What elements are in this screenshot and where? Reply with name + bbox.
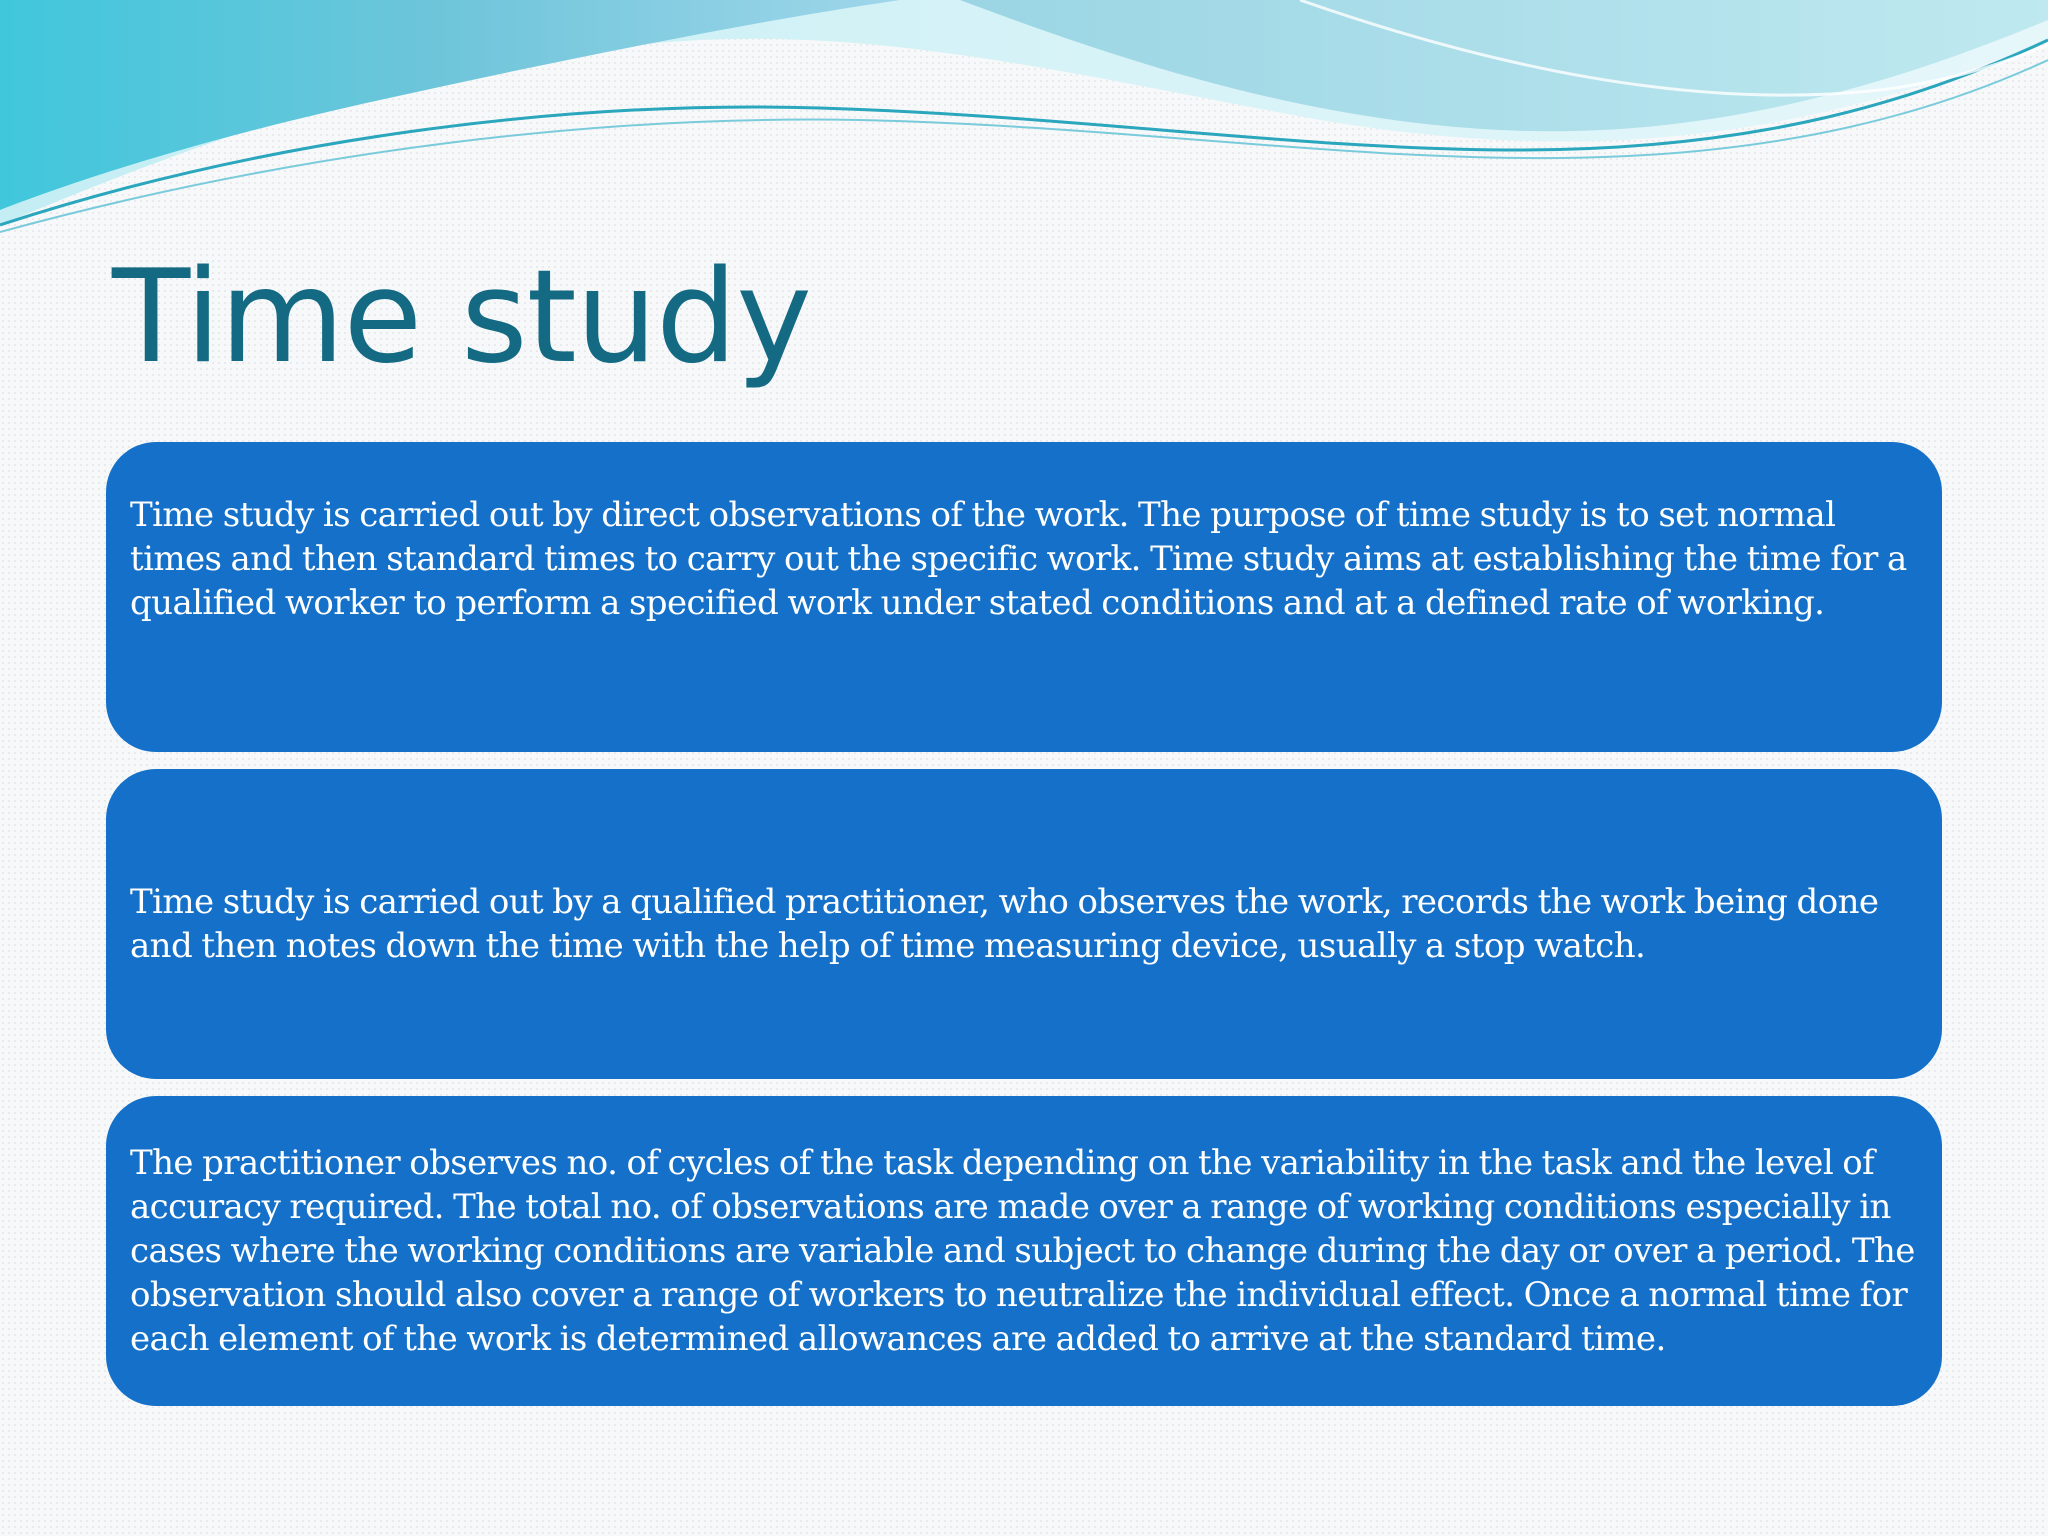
content-box-1-text: Time study is carried out by direct observations of the work. The purpose of time study is to set normal times and then standard times to carry out the specific work. Time study aims at establishing the time for a qualified worker to perform a specified work under stated conditions and at a defined rate of working.: [130, 495, 1907, 623]
content-box-3-text: The practitioner observes no. of cycles of the task depending on the variability in the task and the level of accuracy required. The total no. of observations are made over a range of working conditions especially in cases where the working conditions are variable and subject to change during the day or over a period. The observation should also cover a range of workers to neutralize the individual effect. Once a normal time for each element of the work is determined allowances are added to arrive at the standard time.: [130, 1143, 1915, 1359]
content-box-2: [106, 769, 1942, 1079]
slide-title: Time study: [112, 243, 811, 392]
content-box-2-text: Time study is carried out by a qualified practitioner, who observes the work, records the work being done and then notes down the time with the help of time measuring device, usually a stop watch.: [130, 882, 1879, 966]
content-box-3: [106, 1096, 1942, 1406]
content-box-1: [106, 442, 1942, 752]
header-wave-decoration: [0, 0, 2048, 240]
